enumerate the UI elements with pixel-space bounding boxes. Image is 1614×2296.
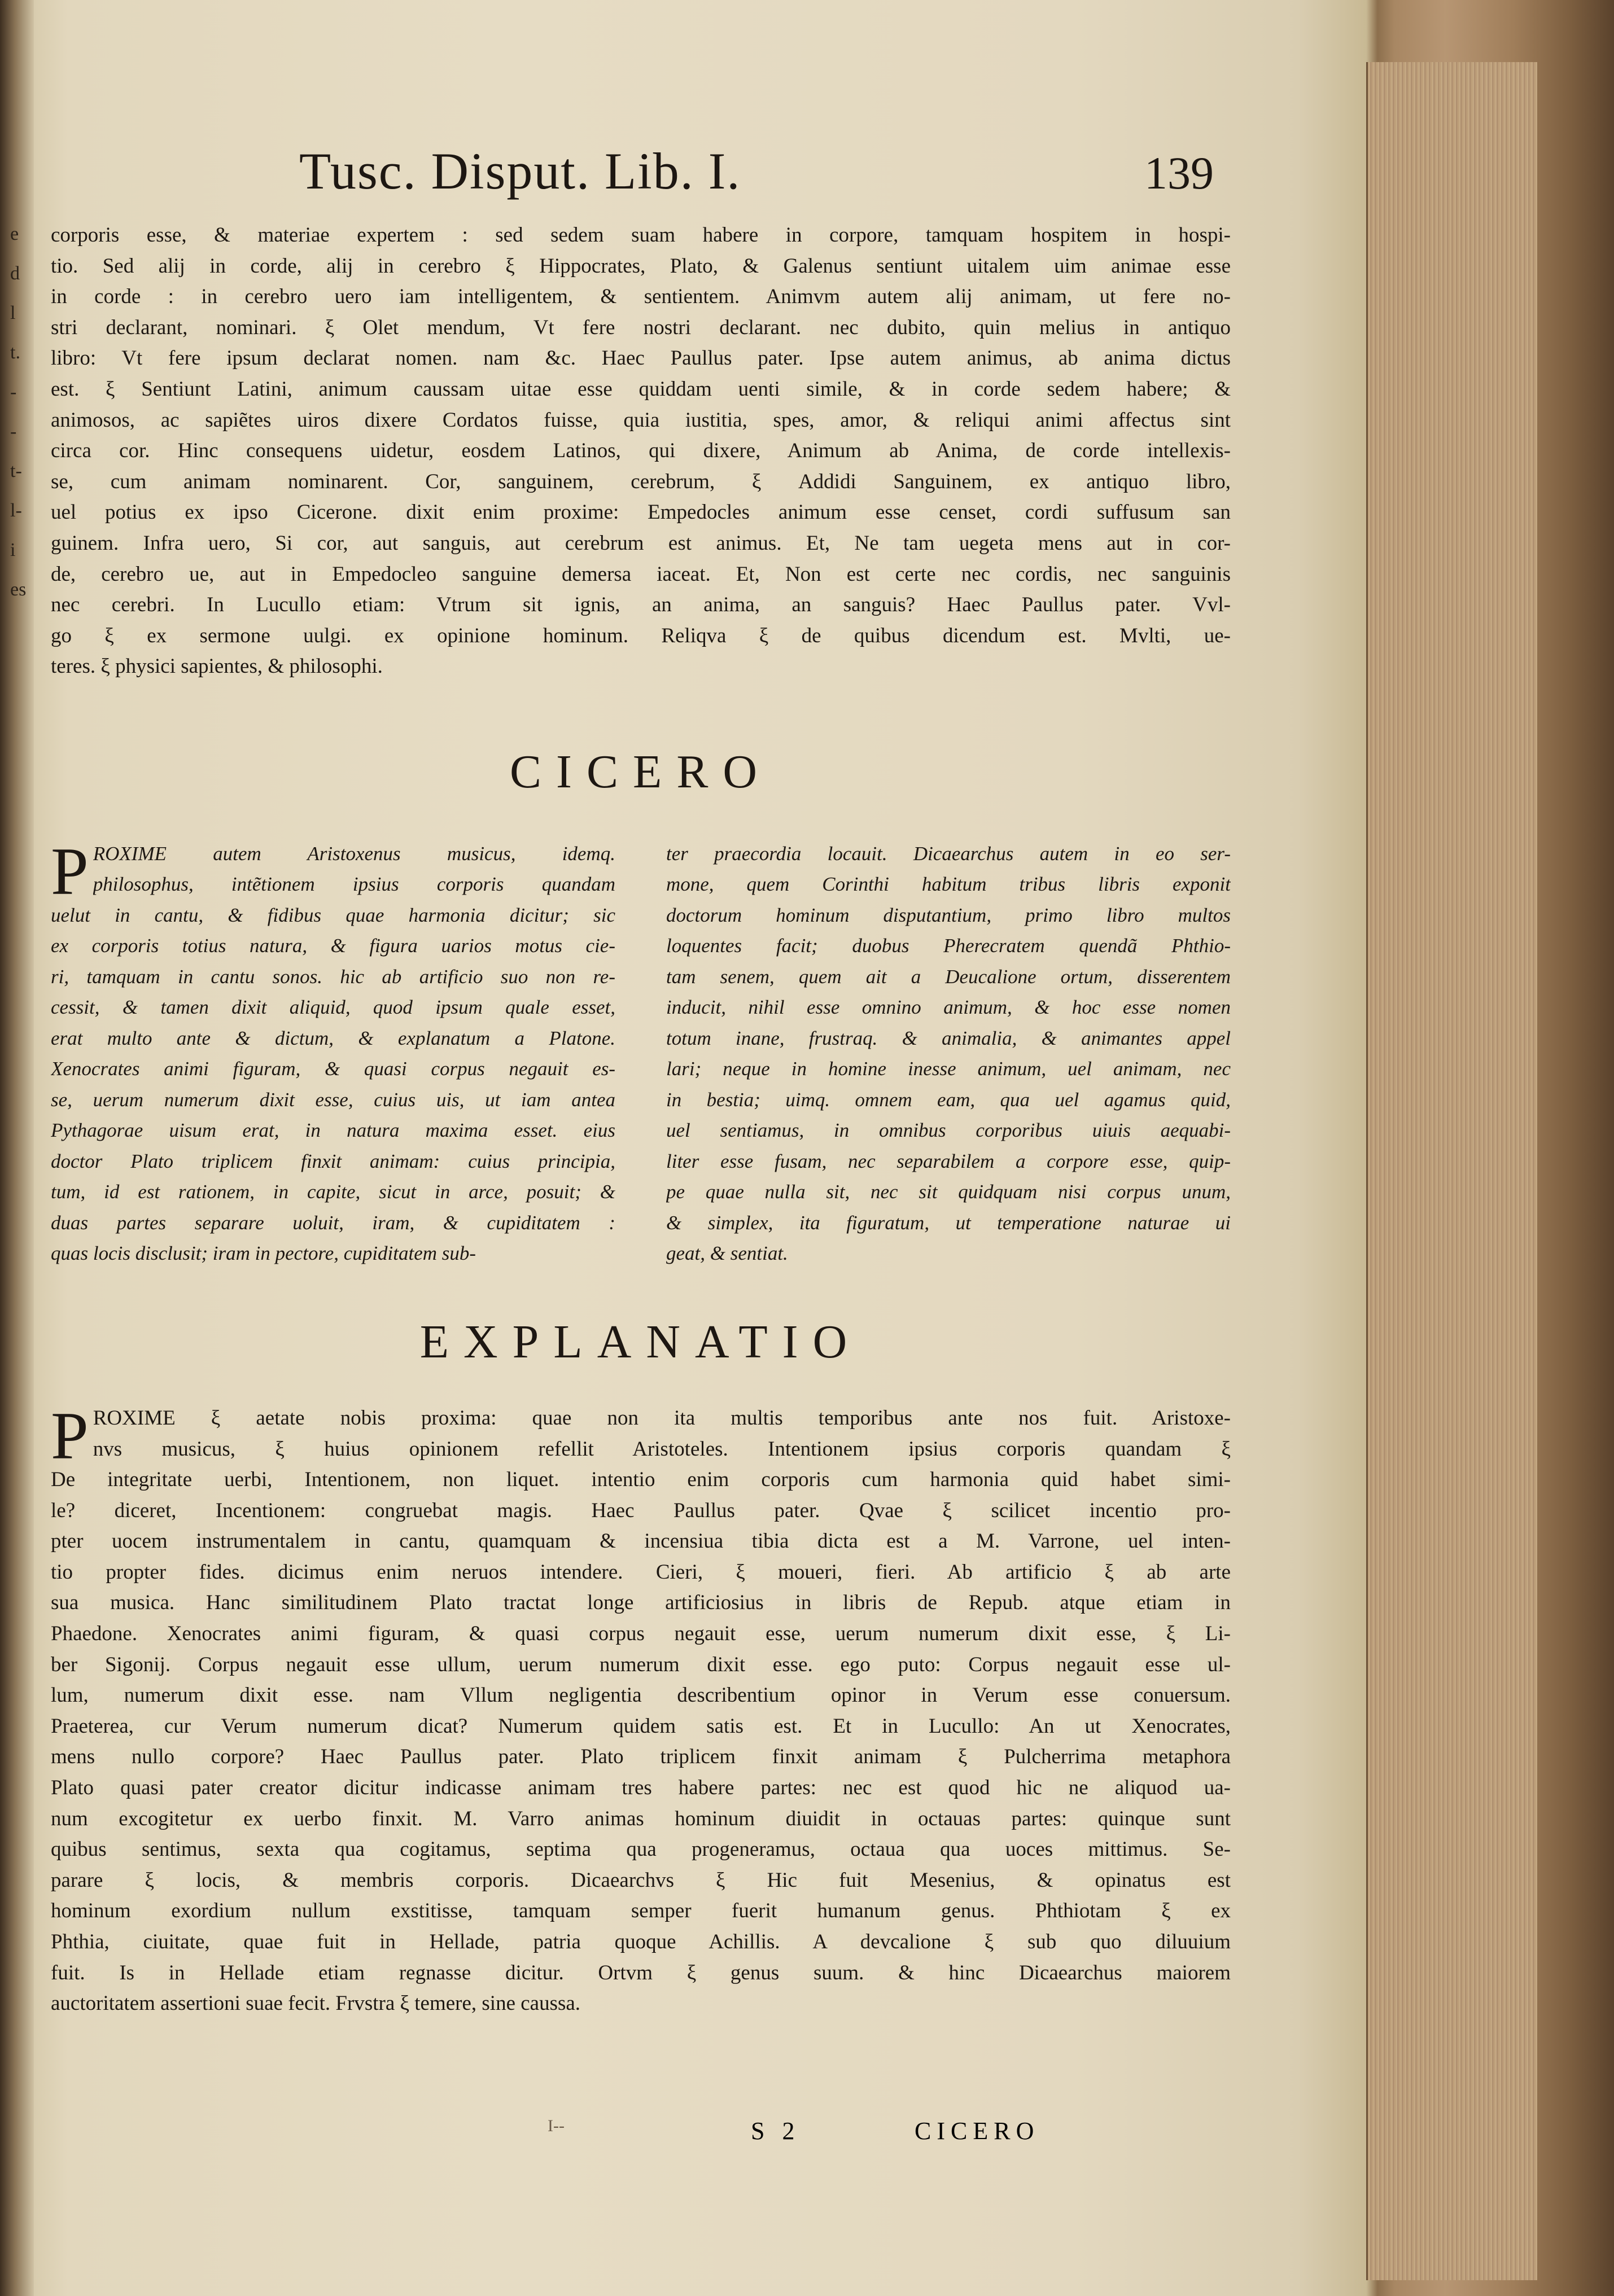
text-line: quibus sentimus, sexta qua cogitamus, septima qua progeneramus, octaua qua uoces mittimus. Se-	[51, 1838, 1231, 1861]
text-line: hominum exordium nullum exstitisse, tamquam semper fuerit humanum genus. Phthiotam ξ ex	[51, 1899, 1231, 1923]
text-line: doctorum hominum disputantium, primo libro multos	[666, 904, 1231, 926]
text-line: ROXIME autem Aristoxenus musicus, idemq.	[93, 842, 615, 865]
text-line: Phthia, ciuitate, quae fuit in Hellade, patria quoque Achillis. A devcalione ξ sub quo diluuium	[51, 1930, 1231, 1953]
text-line: pter uocem instrumentalem in cantu, quamquam & incensiua tibia dicta est a M. Varrone, uel inten-	[51, 1530, 1231, 1553]
text-line: Xenocrates animi figuram, & quasi corpus negauit es-	[51, 1058, 615, 1080]
page-footer	[51, 2117, 1231, 2162]
dropcap-p-explanatio: P	[51, 1397, 89, 1473]
dropcap-p: P	[51, 833, 89, 909]
text-line: teres. ξ physici sapientes, & philosophi.	[51, 655, 383, 678]
explanatio-lines	[51, 1397, 1231, 2019]
text-line: ber Sigonij. Corpus negauit esse ullum, uerum numerum dixit esse. ego puto: Corpus negauit esse ul-	[51, 1653, 1231, 1676]
text-line: uel potius ex ipso Cicerone. dixit enim proxime: Empedocles animum esse censet, cordi suffusum san	[51, 501, 1231, 524]
text-line: erat multo ante & dictum, & explanatum a Platone.	[51, 1027, 615, 1049]
page-block-edge	[1366, 62, 1537, 2280]
text-line: Pythagorae uisum erat, in natura maxima esset. eius	[51, 1119, 615, 1142]
facing-page-fragments: e d l t. - - t- l- i es	[10, 224, 27, 600]
cicero-heading: CICERO	[509, 745, 772, 798]
text-line: Plato quasi pater creator dicitur indicasse animam tres habere partes: nec est quod hic ne aliquod ua-	[51, 1776, 1231, 1800]
text-line: tio propter fides. dicimus enim neruos intendere. Cieri, ξ moueri, fieri. Ab artificio ξ ab arte	[51, 1560, 1231, 1584]
text-line: Praeterea, cur Verum numerum dicat? Numerum quidem satis est. Et in Lucullo: An ut Xenocrates,	[51, 1714, 1231, 1738]
text-line: le? diceret, Incentionem: congruebat magis. Haec Paullus pater. Qvae ξ scilicet incentio pro-	[51, 1498, 1231, 1522]
text-line: ex corporis totius natura, & figura uarios motus cie-	[51, 935, 615, 957]
text-line: auctoritatem assertioni suae fecit. Frvstra ξ temere, sine caussa.	[51, 1992, 581, 2015]
book-page	[51, 141, 1231, 2019]
cicero-column-right	[666, 839, 1231, 1269]
text-line: circa cor. Hinc consequens uidetur, eosdem Latinos, qui dixere, Animum ab Anima, de corde intellexis-	[51, 439, 1231, 463]
text-line: guinem. Infra uero, Si cor, aut sanguis, aut cerebrum est animus. Et, Ne tam uegeta mens aut in cor-	[51, 531, 1231, 555]
text-line: se, cum animam nominarent. Cor, sanguinem, cerebrum, ξ Addidi Sanguinem, ex antiquo libro,	[51, 470, 1231, 493]
text-line: inducit, nihil esse omnino animum, & hoc esse nomen	[666, 996, 1231, 1019]
text-line: tam senem, quem ait a Deucalione ortum, disserentem	[666, 965, 1231, 988]
folio-number: 139	[1144, 147, 1214, 199]
text-line: cessit, & tamen dixit aliquid, quod ipsum quale esset,	[51, 996, 615, 1019]
text-line: duas partes separare uoluit, iram, & cupiditatem :	[51, 1211, 615, 1234]
text-line: corporis esse, & materiae expertem : sed sedem suam habere in corpore, tamquam hospitem in hospi-	[51, 224, 1231, 247]
text-line: doctor Plato triplicem finxit animam: cuius principia,	[51, 1150, 615, 1172]
footer-mark: I--	[548, 2117, 565, 2135]
catchword: CICERO	[915, 2117, 1040, 2145]
text-line: nvs musicus, ξ huius opinionem refellit Aristoteles. Intentionem ipsius corporis quandam ξ	[93, 1437, 1231, 1461]
text-line: nec cerebri. In Lucullo etiam: Vtrum sit ignis, an anima, an sanguis? Haec Paullus pater. Vvl-	[51, 593, 1231, 617]
text-line: parare ξ locis, & membris corporis. Dicaearchvs ξ Hic fuit Mesenius, & opinatus est	[51, 1868, 1231, 1892]
text-line: animosos, ac sapiẽtes uiros dixere Cordatos fuisse, quia iustitia, spes, amor, & reliqui animi affectus sint	[51, 408, 1231, 432]
cicero-column-left-lines	[51, 833, 615, 1269]
text-line: go ξ ex sermone uulgi. ex opinione hominum. Reliqva ξ de quibus dicendum est. Mvlti, ue-	[51, 624, 1231, 647]
text-line: num excogitetur ex uerbo finxit. M. Varro animas hominum diuidit in octauas partes: quinque sunt	[51, 1807, 1231, 1830]
text-line: se, uerum numerum dixit esse, cuius uis, ut iam antea	[51, 1088, 615, 1111]
text-line: libro: Vt fere ipsum declarat nomen. nam &c. Haec Paullus pater. Ipse autem animus, ab anima dictus	[51, 347, 1231, 370]
text-line: tio. Sed alij in corde, alij in cerebro ξ Hippocrates, Plato, & Galenus sentiunt uitalem uim animae esse	[51, 254, 1231, 278]
text-line: ri, tamquam in cantu sonos. hic ab artificio suo non re-	[51, 965, 615, 988]
text-line: in bestia; uimq. omnem eam, qua uel agamus quid,	[666, 1088, 1231, 1111]
text-line: est. ξ Sentiunt Latini, animum caussam uitae esse quiddam uenti simile, & in corde sedem habere; &	[51, 377, 1231, 401]
text-line: in corde : in cerebro uero iam intelligentem, & sentientem. Animvm autem alij animam, ut fere no-	[51, 285, 1231, 309]
commentary-continuation	[51, 220, 1231, 682]
text-line: liter esse fusam, nec separabilem a corpore esse, quip-	[666, 1150, 1231, 1172]
running-head	[51, 141, 1231, 243]
text-line: sua musica. Hanc similitudinem Plato tractat longe artificiosius in libris de Repub. atque etiam in	[51, 1591, 1231, 1615]
text-line: lari; neque in homine inesse animum, uel animam, nec	[666, 1058, 1231, 1080]
text-line: uelut in cantu, & fidibus quae harmonia dicitur; sic	[51, 904, 615, 926]
cicero-column-left	[51, 833, 615, 1269]
text-line: De integritate uerbi, Intentionem, non liquet. intentio enim corporis cum harmonia quid habet simi-	[51, 1468, 1231, 1492]
text-line: de, cerebro ue, aut in Empedocleo sanguine demersa iaceat. Et, Non est certe nec cordis, nec sanguinis	[51, 562, 1231, 586]
text-line: geat, & sentiat.	[666, 1242, 788, 1265]
text-line: & simplex, ita figuratum, ut temperatione naturae ui	[666, 1211, 1231, 1234]
text-line: totum inane, frustraq. & animalia, & animantes appel	[666, 1027, 1231, 1049]
running-title: Tusc. Disput. Lib. I.	[299, 142, 741, 200]
cicero-text	[51, 833, 1231, 1269]
text-line: tum, id est rationem, in capite, sicut in arce, posuit; &	[51, 1181, 615, 1203]
text-line: ROXIME ξ aetate nobis proxima: quae non ita multis temporibus ante nos fuit. Aristoxe-	[93, 1406, 1231, 1430]
text-line: loquentes facit; duobus Pherecratem quendã Phthio-	[666, 935, 1231, 957]
text-line: fuit. Is in Hellade etiam regnasse dicitur. Ortvm ξ genus suum. & hinc Dicaearchus maiorem	[51, 1961, 1231, 1984]
text-line: mone, quem Corinthi habitum tribus libris exponit	[666, 873, 1231, 896]
text-line: philosophus, intẽtionem ipsius corporis quandam	[93, 873, 615, 896]
explanatio-heading: EXPLANATIO	[419, 1315, 862, 1368]
text-line: mens nullo corpore? Haec Paullus pater. Plato triplicem finxit animam ξ Pulcherrima metaphora	[51, 1745, 1231, 1769]
text-line: Phaedone. Xenocrates animi figuram, & quasi corpus negauit esse, uerum numerum dixit esse, ξ Li-	[51, 1622, 1231, 1646]
text-line: ter praecordia locauit. Dicaearchus autem in eo ser-	[666, 842, 1231, 865]
explanatio-text	[51, 1397, 1231, 2019]
text-line: quas locis disclusit; iram in pectore, cupiditatem sub-	[51, 1242, 476, 1265]
text-line: uel sentiamus, in omnibus corporibus uiuis aequabi-	[666, 1119, 1231, 1142]
text-line: lum, numerum dixit esse. nam Vllum negligentia describentium opinor in Verum esse conuersum.	[51, 1684, 1231, 1707]
text-line: stri declarant, nominari. ξ Olet mendum, Vt fere nostri declarant. nec dubito, quin melius in antiquo	[51, 316, 1231, 339]
signature-mark: S 2	[751, 2117, 801, 2145]
text-line: pe quae nulla sit, nec sit quidquam nisi corpus unum,	[666, 1181, 1231, 1203]
